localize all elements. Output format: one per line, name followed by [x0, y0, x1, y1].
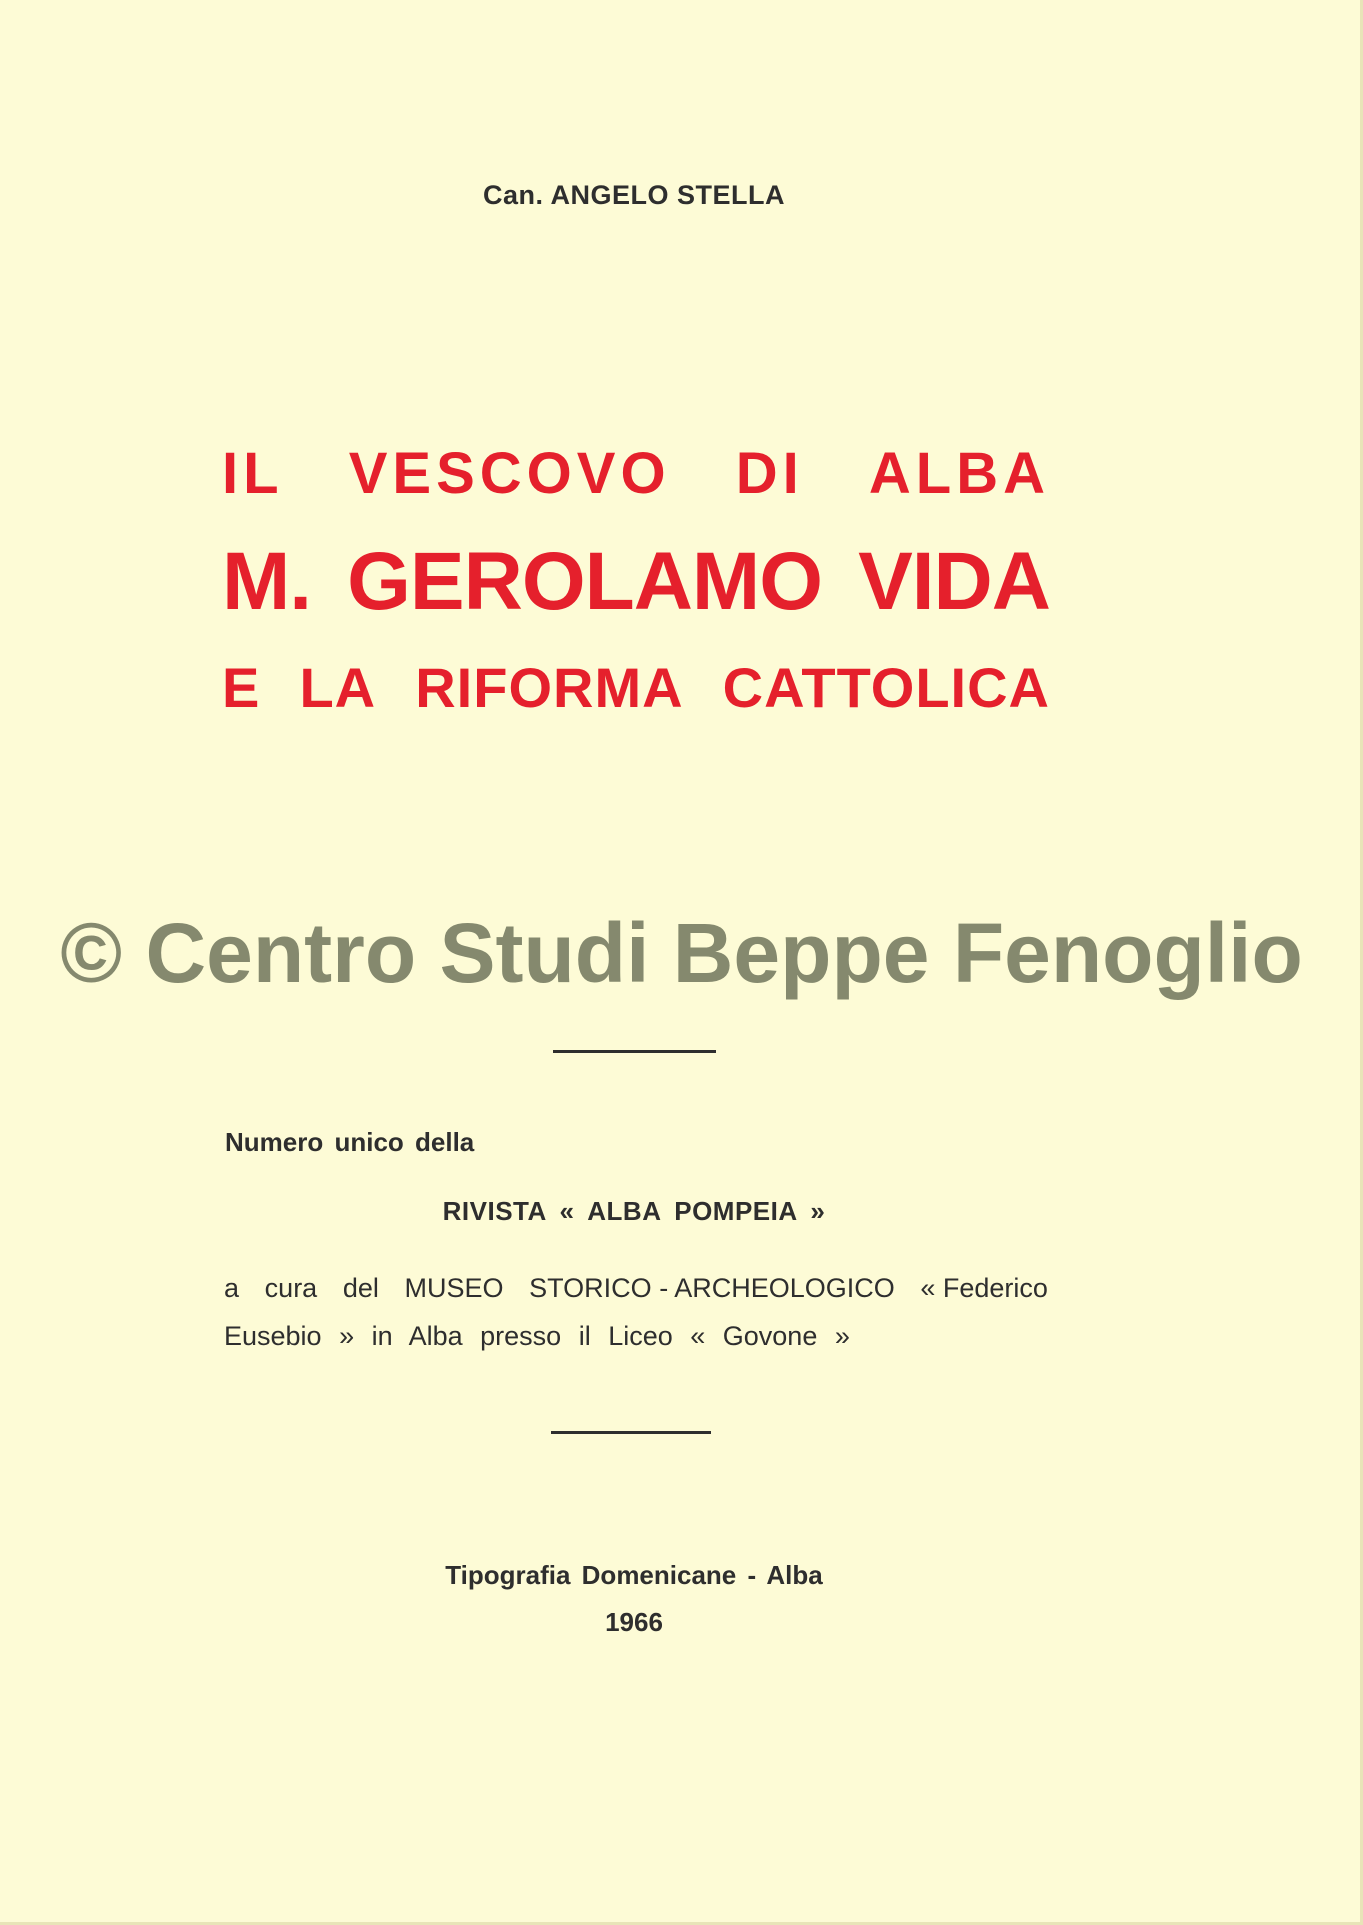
title-word: E — [222, 656, 261, 719]
publication-year: 1966 — [605, 1607, 663, 1637]
title-word: ALBA — [868, 441, 1050, 506]
curatorship-line — [224, 1273, 1048, 1304]
cura-word: STORICO - ARCHEOLOGICO — [529, 1273, 895, 1303]
title-line-2 — [222, 535, 1050, 629]
curatorship-line-2: Eusebio » in Alba presso il Liceo « Govone » — [224, 1321, 850, 1351]
numero-unico-text: Numero unico della — [225, 1127, 475, 1157]
cura-word: cura — [264, 1273, 318, 1303]
title-word: DI — [735, 441, 804, 506]
copyright-watermark: © Centro Studi Beppe Fenoglio — [60, 906, 1303, 1000]
author-name: Can. ANGELO STELLA — [482, 180, 785, 210]
title-word: GEROLAMO — [347, 536, 823, 627]
cura-word: del — [342, 1273, 379, 1303]
divider-rule — [553, 1050, 716, 1053]
title-line-1 — [222, 440, 1050, 507]
divider-rule — [551, 1431, 711, 1434]
title-word: LA — [299, 656, 377, 719]
title-word: M. — [222, 536, 312, 627]
rivista-title: RIVISTA « ALBA POMPEIA » — [442, 1196, 826, 1226]
printer-name: Tipografia Domenicane - Alba — [445, 1560, 823, 1590]
title-word: RIFORMA — [415, 656, 684, 719]
title-word: VESCOVO — [348, 441, 671, 506]
title-word: CATTOLICA — [722, 656, 1050, 719]
title-word: IL — [222, 441, 284, 506]
cura-word: MUSEO — [404, 1273, 504, 1303]
cura-word: a — [224, 1273, 240, 1303]
title-word: VIDA — [858, 536, 1050, 627]
cura-word: « Federico — [920, 1273, 1048, 1303]
title-line-3 — [222, 655, 1050, 720]
